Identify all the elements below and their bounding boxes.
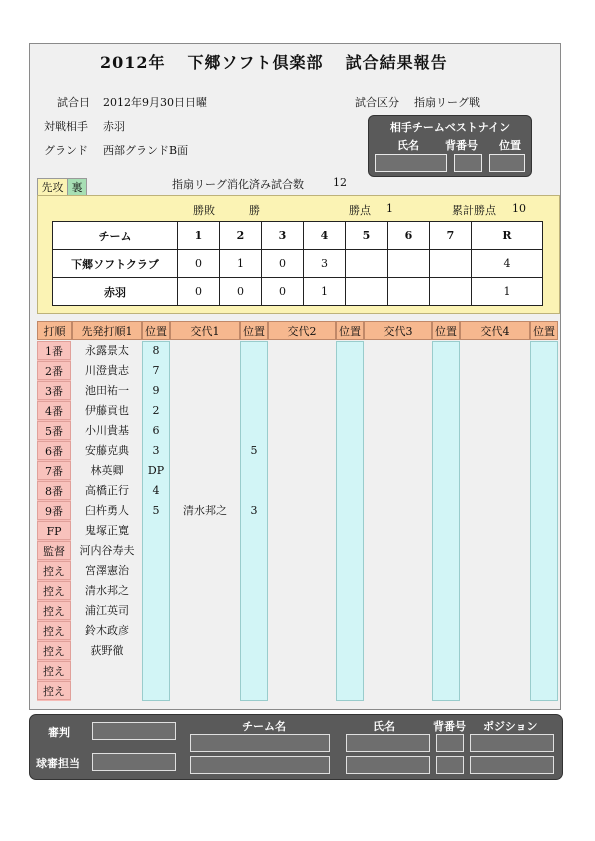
lineup-header-order: 打順 [37, 321, 72, 340]
lineup-header-pos-sub4: 位置 [530, 321, 558, 340]
opponent-label: 対戦相手 [44, 120, 88, 133]
lineup-starter-position[interactable]: DP [147, 464, 165, 477]
lineup-starter-position[interactable] [142, 601, 170, 621]
lineup-sub1-position[interactable] [240, 401, 268, 421]
lineup-sub1-position[interactable] [240, 361, 268, 381]
ground-label: グランド [44, 144, 88, 157]
lineup-starter-position[interactable] [142, 521, 170, 541]
lineup-starter-name[interactable]: 浦江英司 [85, 604, 129, 617]
lineup-sub1-name[interactable]: 清水邦之 [183, 504, 227, 517]
best-nine-position-field[interactable] [489, 154, 525, 172]
tab-first-half[interactable]: 先攻 [37, 178, 68, 196]
scoreboard-score-cell[interactable]: 0 [220, 278, 262, 306]
lineup-order-cell: 監督 [37, 541, 71, 560]
total-points-label: 累計勝点 [452, 204, 496, 217]
lineup-starter-position[interactable] [142, 681, 170, 701]
lineup-order-cell: 8番 [37, 481, 71, 500]
lineup-header-pos: 位置 [142, 321, 170, 340]
lineup-header-pos-sub2: 位置 [336, 321, 364, 340]
scoreboard-header-cell: 6 [388, 222, 430, 250]
lineup-header-sub1: 交代1 [170, 321, 240, 340]
scoreboard-score-cell[interactable]: 0 [262, 250, 304, 278]
scoreboard-row [53, 278, 543, 306]
lineup-starter-name[interactable]: 池田祐一 [85, 384, 129, 397]
lineup-order-cell: 控え [37, 681, 71, 700]
lineup-order-cell: 控え [37, 581, 71, 600]
lineup-starter-name[interactable]: 高橋正行 [85, 484, 129, 497]
lineup-order-cell: 5番 [37, 421, 71, 440]
scoreboard-table [52, 221, 543, 306]
lineup-starter-name[interactable]: 永露景太 [85, 344, 129, 357]
lineup-starter-position[interactable] [142, 661, 170, 681]
scoreboard-score-cell[interactable]: 3 [304, 250, 346, 278]
date-label: 試合日 [57, 96, 90, 109]
umpire-panel [29, 714, 563, 780]
scoreboard-header-cell: 1 [178, 222, 220, 250]
points-value: 1 [386, 202, 393, 215]
lineup-sub1-position[interactable]: 3 [250, 504, 258, 517]
lineup-starter-position[interactable]: 9 [152, 384, 160, 397]
plate-umpire-position-field[interactable] [470, 756, 554, 774]
lineup-sub1-position[interactable] [240, 521, 268, 541]
total-points-value: 10 [512, 202, 526, 215]
scoreboard-header-cell: 7 [430, 222, 472, 250]
lineup-sub1-name[interactable] [170, 681, 240, 701]
lineup-order-cell: FP [37, 521, 71, 540]
scoreboard-header-row [53, 222, 543, 250]
lineup-starter-name[interactable]: 川澄貴志 [85, 364, 129, 377]
lineup-order-cell: 控え [37, 601, 71, 620]
lineup-sub1-name[interactable] [170, 401, 240, 421]
best-nine-number-field[interactable] [454, 154, 482, 172]
lineup-sub1-position[interactable] [240, 641, 268, 661]
scoreboard-score-cell[interactable]: 1 [220, 250, 262, 278]
scoreboard-header-cell: 5 [346, 222, 388, 250]
lineup-sub1-position[interactable]: 5 [250, 444, 258, 457]
lineup-sub1-position[interactable] [240, 481, 268, 501]
lineup-starter-position[interactable]: 2 [152, 404, 160, 417]
lineup-order-cell: 6番 [37, 441, 71, 460]
scoreboard-row [53, 250, 543, 278]
lineup-starter-name[interactable]: 荻野徹 [90, 644, 124, 657]
lineup-sub1-name[interactable] [170, 421, 240, 441]
lineup-sub4-column [460, 341, 530, 701]
scoreboard-score-cell[interactable]: 1 [304, 278, 346, 306]
lineup-sub1-position[interactable] [240, 341, 268, 361]
result-label: 勝敗 [193, 204, 215, 217]
lineup-header-sub2: 交代2 [268, 321, 336, 340]
lineup-starter-position[interactable] [142, 581, 170, 601]
lineup-sub1-position[interactable] [240, 601, 268, 621]
lineup-starter-position[interactable] [142, 641, 170, 661]
umpire-number-field[interactable] [436, 734, 464, 752]
scoreboard-score-cell[interactable] [388, 250, 430, 278]
scoreboard-team-cell: 赤羽 [53, 278, 178, 306]
lineup-order-cell: 控え [37, 641, 71, 660]
scoreboard-team-cell: 下郷ソフトクラブ [53, 250, 178, 278]
lineup-sub1-position[interactable] [240, 561, 268, 581]
lineup-sub1-name[interactable] [170, 621, 240, 641]
lineup-sub1-position[interactable] [240, 621, 268, 641]
lineup-header-sub4: 交代4 [460, 321, 530, 340]
plate-umpire-team-field[interactable] [190, 756, 330, 774]
scoreboard-header-cell: 2 [220, 222, 262, 250]
lineup-starter-position[interactable] [142, 621, 170, 641]
lineup-pos-sub2-column [336, 341, 364, 701]
scoreboard-header-cell: 3 [262, 222, 304, 250]
opponent-value: 赤羽 [103, 120, 125, 133]
lineup-sub1-name[interactable] [170, 581, 240, 601]
lineup-order-cell: 控え [37, 661, 71, 680]
lineup-starter-position[interactable] [142, 541, 170, 561]
lineup-sub1-position[interactable] [240, 541, 268, 561]
umpire-team-field[interactable] [190, 734, 330, 752]
lineup-starter-position[interactable] [142, 561, 170, 581]
result-value: 勝 [249, 204, 260, 217]
scoreboard-header-cell: 4 [304, 222, 346, 250]
umpire-name-field[interactable] [346, 734, 430, 752]
lineup-pos-sub3-column [432, 341, 460, 701]
umpire-field[interactable] [92, 722, 176, 740]
lineup-sub1-position[interactable] [240, 581, 268, 601]
scoreboard-score-cell[interactable] [388, 278, 430, 306]
lineup-starter-name[interactable]: 宮澤憲治 [85, 564, 129, 577]
lineup-order-cell: 4番 [37, 401, 71, 420]
scoreboard-score-cell[interactable] [346, 278, 388, 306]
best-nine-number-label: 背番号 [445, 139, 478, 152]
lineup-sub1-name[interactable] [170, 521, 240, 541]
lineup-starter-name[interactable]: 鈴木政彦 [85, 624, 129, 637]
lineup-starter-position[interactable]: 5 [152, 504, 160, 517]
best-nine-name-label: 氏名 [397, 139, 419, 152]
ground-value: 西部グランドB面 [103, 144, 189, 157]
points-label: 勝点 [349, 204, 371, 217]
lineup-sub1-name[interactable] [170, 381, 240, 401]
category-value: 指扇リーグ戦 [414, 96, 480, 109]
lineup-pos-sub4-column [530, 341, 558, 701]
scoreboard-header-cell: チーム [53, 222, 178, 250]
lineup-starter-name[interactable]: 林英卿 [90, 464, 124, 477]
lineup-sub1-name[interactable] [170, 561, 240, 581]
plate-umpire-label: 球審担当 [36, 757, 80, 770]
lineup-header-starter: 先発打順1 [72, 321, 142, 340]
lineup-order-cell: 控え [37, 621, 71, 640]
lineup-sub1-position[interactable] [240, 661, 268, 681]
plate-umpire-field[interactable] [92, 753, 176, 771]
scoreboard-score-cell[interactable] [430, 250, 472, 278]
umpire-position-label: ポジション [483, 720, 538, 733]
scoreboard-score-cell[interactable]: 0 [178, 278, 220, 306]
lineup-sub1-name[interactable] [170, 441, 240, 461]
league-games-label: 指扇リーグ消化済み試合数 [172, 178, 304, 191]
lineup-starter-name[interactable]: 小川貴基 [85, 424, 129, 437]
umpire-number-label: 背番号 [433, 720, 466, 733]
scoreboard-total-cell[interactable]: 1 [472, 278, 543, 306]
lineup-header-sub3: 交代3 [364, 321, 432, 340]
lineup-order-cell: 3番 [37, 381, 71, 400]
lineup-starter-name[interactable]: 河内谷寿夫 [79, 544, 135, 557]
lineup-order-cell: 控え [37, 561, 71, 580]
tab-second-half[interactable]: 裏 [67, 178, 87, 197]
lineup-starter-name[interactable]: 伊藤貢也 [85, 404, 129, 417]
lineup-starter-position[interactable]: 4 [152, 484, 160, 497]
lineup-starter-position[interactable]: 8 [152, 344, 160, 357]
lineup-sub1-name[interactable] [170, 661, 240, 681]
scoreboard-score-cell[interactable] [346, 250, 388, 278]
lineup-starter-position[interactable]: 7 [152, 364, 160, 377]
best-nine-position-label: 位置 [499, 139, 521, 152]
umpire-team-label: チーム名 [242, 720, 286, 733]
lineup-sub1-name[interactable] [170, 481, 240, 501]
lineup-sub3-column [364, 341, 432, 701]
best-nine-name-field[interactable] [375, 154, 447, 172]
umpire-label: 審判 [48, 726, 70, 739]
lineup-sub1-name[interactable] [170, 341, 240, 361]
lineup-starter-name[interactable] [72, 661, 142, 681]
lineup-starter-name[interactable] [72, 681, 142, 701]
lineup-sub1-name[interactable] [170, 641, 240, 661]
date-value: 2012年9月30日日曜 [103, 96, 207, 109]
lineup-starter-position[interactable]: 3 [152, 444, 160, 457]
lineup-sub1-name[interactable] [170, 461, 240, 481]
lineup-order-cell: 9番 [37, 501, 71, 520]
scoreboard-score-cell[interactable] [430, 278, 472, 306]
category-label: 試合区分 [355, 96, 399, 109]
scoreboard-score-cell[interactable]: 0 [262, 278, 304, 306]
lineup-order-cell: 2番 [37, 361, 71, 380]
lineup-header-pos-sub3: 位置 [432, 321, 460, 340]
lineup-sub1-position[interactable] [240, 681, 268, 701]
plate-umpire-number-field[interactable] [436, 756, 464, 774]
lineup-sub1-position[interactable] [240, 461, 268, 481]
lineup-starter-name[interactable]: 清水邦之 [85, 584, 129, 597]
lineup-sub1-position[interactable] [240, 421, 268, 441]
best-nine-title: 相手チームベストナイン [389, 121, 511, 134]
scoreboard-score-cell[interactable]: 0 [178, 250, 220, 278]
umpire-name-label: 氏名 [373, 720, 395, 733]
lineup-starter-name[interactable]: 臼杵勇人 [85, 504, 129, 517]
lineup-sub1-name[interactable] [170, 601, 240, 621]
lineup-order-cell: 1番 [37, 341, 71, 360]
lineup-header-pos-sub1: 位置 [240, 321, 268, 340]
report-title: 2012年 下郷ソフト倶楽部 試合結果報告 [100, 53, 448, 72]
lineup-starter-position[interactable]: 6 [152, 424, 160, 437]
lineup-starter-name[interactable]: 安藤克典 [85, 444, 129, 457]
umpire-position-field[interactable] [470, 734, 554, 752]
lineup-sub1-position[interactable] [240, 381, 268, 401]
lineup-sub1-name[interactable] [170, 361, 240, 381]
lineup-order-cell: 7番 [37, 461, 71, 480]
lineup-sub1-name[interactable] [170, 541, 240, 561]
opponent-best-nine-panel [368, 115, 532, 177]
scoreboard-header-cell: R [472, 222, 543, 250]
lineup-sub2-column [268, 341, 336, 701]
plate-umpire-name-field[interactable] [346, 756, 430, 774]
lineup-starter-name[interactable]: 鬼塚正寛 [85, 524, 129, 537]
league-games-value: 12 [333, 176, 347, 189]
scoreboard-total-cell[interactable]: 4 [472, 250, 543, 278]
